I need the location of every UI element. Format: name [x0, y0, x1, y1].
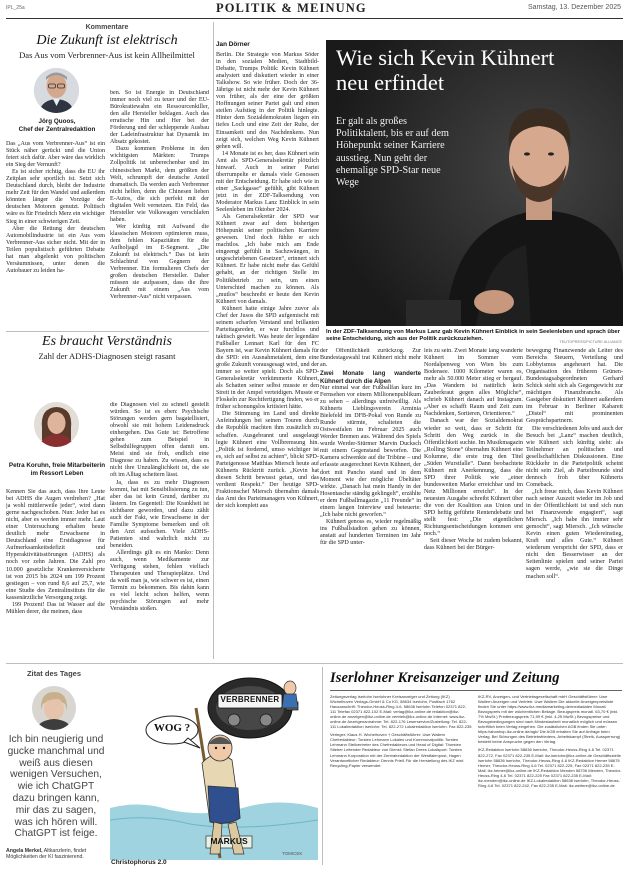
- paragraph: Das „Aus vom Verbrenner-Aus“ ist ein Stück näher gerückt und die Union feiert sich dafür. Aber wäre das wirklich ein Sieg der Vernunft?: [6, 141, 105, 169]
- impressum-col2: [478, 694, 622, 862]
- page-tag: IPL_25a: [6, 5, 25, 11]
- feature-headline: Wie sich Kevin Kühnert neu erfindet: [336, 45, 555, 95]
- masthead-title: Iserlohner Kreisanzeiger und Zeitung: [330, 670, 560, 686]
- header-rule: [6, 18, 623, 19]
- paragraph: Ja, dass es zu mehr Diagnosen kommt, hat mit Sensibilisierung zu tun, aber das ist kein Grund, darüber zu lästern. Im Gegenteil: Die Krankheit ist sichtbarer geworden, und dazu zählt auch der Fakt, wie Erwachsene in der Familie Symptome bemerken und oft den Arzt aufsuchen. Viele ADHS-Patienten sind wahrlich nicht zu beneiden.: [110, 479, 209, 549]
- quote-text: Ich bin neugierig und gucke manchmal und weiß aus diesen wenigen Versuchen, wie ich ChatGPT dazu bringen kann, mir das zu sagen, was ich hören will. ChatGPT ist feige.: [7, 734, 105, 840]
- paragraph: Die verschiedenen Jobs und auch der Besuch bei „Lanz“ machen deutlich, wie Kühnert sich künftig sieht: als Teilnehmer an politischen und gesellschaftlichen Diskussionen. Eine Rückkehr in die Parteipolitik scheint nicht sein Ziel, ab Parteifreunde sind dennoch froh über Kühnerts Comeback.: [526, 425, 623, 488]
- column-divider: [213, 22, 214, 659]
- divider: [6, 331, 209, 332]
- cartoon-shirt-label: MARKUS: [210, 836, 248, 846]
- impressum-offices: IKZ-Redaktion Iserlohn 58636 Iserlohn, Theodor-Heuss-Ring 4-6 Tel. 02371 822-272, Fax 02371 822-235 E-Mail: ikz.iserlohn@ikz-online.de Geschäftsstelle Iserlohn 58636 Iserlohn, Theodor-Heuss-Ring 4-6 IKZ-Redaktion Hemer 58675 Hemer, Theodor-Heuss-Ring 4-6 Tel. 02371 822-225, Fax 02371 822-235 E-Mail: ikz.hemer@ikz-online.de IKZ-Redaktion Menden 58706 Menden, Theodor-Heuss-Ring 4-6 Tel. 02371 822-225 Fax 02371 822-235 E-Mail: ikz.menden@ikz-online.de IKZ-Lokalredaktion 58636 Iserlohn, Theodor-Heuss-Ring 4-6 Tel. 02371 822-242, Fax 822-235 E-Mail: ikz.weitere@ikz-online.de: [478, 747, 622, 788]
- paragraph: Dazu kommen Probleme in den wichtigsten Märkten: Trumps Zollpolitik ist unberechenbar und im chinesischen Markt, dem größten der Welt, schrumpft der deutsche Anteil dramatisch. Da werden auch Verbrenner nicht helfen, denn die Chinesen lieben E-Autos, die sich perfekt mit der digitalen Welt vernetzen. Ein Feld, das Hersteller wie Volkswagen verschlafen haben.: [110, 146, 209, 223]
- quote-attribution-rest: Altkanzlerin, findet Möglichkeiten der KI faszinierend.: [6, 848, 87, 861]
- adhs-headline: Es braucht Verständnis: [42, 334, 172, 349]
- paragraph: 199 Prozent! Das ist Wasser auf die Mühlen derer, die meinen, dass: [6, 601, 105, 615]
- commentary-kicker: Kommentare: [85, 24, 129, 31]
- feature-col-a: [216, 52, 319, 580]
- feature-col-d: [526, 348, 623, 654]
- paragraph: Kühnert hatte einige Jahre zuvor als Chef der Jusos die SPD aufgemischt mit seinem scharfen Verstand und brillanten Parteitagsreden, er war furchtlos und taktisch gewieft. Was heute der legendäre Fußballer Lennart Karl für den FC Bayern ist, war Kevin Kühnert damals für die SPD: ein Ausnahmetalent, dem eine große Zukunft vorausgesagt wird, und der immer so weiter spielt. Doch als SPD-Generalsekretär verkümmerte Kühnert, als Schatten seiner selbst musste er den Streit in der Ampel verteidigen. Musste er Floskeln zur Rechtfertigung finden, wo er früher schonungslos kritisiert hätte.: [216, 305, 319, 411]
- commentary-col1: [6, 141, 105, 357]
- photo-caption: In der ZDF-Talksendung von Markus Lanz gab Kevin Kühnert Einblick in sein Seelenleben und sprach über seine Entscheidung, sich aus der Politik zurückzuziehen.: [326, 329, 620, 343]
- paragraph: ben. So ist Energie in Deutschland immer noch viel zu teuer und der EU-Bürokratiewahn ein Ressourcenkiller, den alle Hersteller beklagen. Auch das erratische Hin und Her bei der Förderung und der schleppende Ausbau der Ladeinfrastruktur hat Dynamik im Absatz gekostet.: [110, 90, 209, 146]
- paragraph: Nur einmal war der Fußballfan kurz im Fernsehen vor einem Millionenpublikum zu sehen – allerdings unfreiwillig. Als Kühnerts Lieblingsverein Arminia Bielefeld im DFB-Pokal von Runde zu Runde stürmte, schalteten die Ostwestfalen im Februar 2025 auch Werder Bremen aus. Während des Spiels wurde Werder-Stürmer Marvin Ducksch mit einem Gegenstand beworfen. Die Kamera schwenkte auf die Tribüne – und erfasste ausgerechnet Kevin Kühnert, der dort mit Pancho stand und in dem Moment wie der mögliche Übeltäter wirkte. „Danach hat mein Handy in der Hosentasche ständig geklingelt“, erzählte er dem Fußballmagazin „11 Freunde“ in einem langen Interview und beteuerte: „Ich habe nicht geworfen.“: [320, 384, 421, 518]
- quote-label: Zitat des Tages: [26, 669, 82, 678]
- paragraph: Allerdings gilt es ein Manko: Denn auch, wenn Medikamente zur Verfügung stehen, fehlen vielfach Therapeuten und Therapieplätze. Und da weiß man ja, wie schwer es ist, einen Termin zu bekommen. Bis dahin kann es viel leicht schon helfen, wenn psychische Störungen auf mehr Verständnis stoßen.: [110, 549, 209, 613]
- paragraph: bewegung Finanzwende als Leiter des Bereichs Steuern, Verteilung und Lobbyismus angeheuert hat. Die Organisation des früheren Grünen-Bundestagsabgeordneten Gerhard Schick sieht sich als Gegengewicht zur mächtigen Finanzbranche. Als Gastgeber diskutiert Kühnert außerdem im Februar in Berliner Kabarett „Distel“ mit prominenten Gesprächspartnern.: [526, 348, 623, 425]
- feature-col-b: [320, 348, 421, 654]
- feature-subhead: Zwei Monate lang wanderte Kühnert durch die Alpen: [320, 370, 421, 385]
- adhs-author: [6, 462, 108, 477]
- feature-teaser: Er galt als großes Politiktalent, bis er auf dem Höhepunkt seiner Karriere ausstieg. Nun geht der ehemalige SPD-Star neue Wege: [336, 116, 449, 189]
- impressum-staff: Verleger: Klaus H. Wichelhoven † Geschäftsführer: Uwe Wallern Chefredakteur: Torsten Lehmann Lokales und Kommunalpolitik: Torsten Lehmann Stellvertreter des Chefredakteurs und Head of Digital: Thorsten Stieber Leitender Redakteur von Dienst: Stefan Drees Lokalsport: Torsten Lehmann Korporation mit der Zentralredaktion der Westfalenpost, Hagen Verantwortlicher Redakteur: Dennis Prieß Für die Herstellung des IKZ wird Recycling-Papier verwendet.: [330, 732, 464, 768]
- quote-attribution: [6, 848, 106, 860]
- quote-avatar: [32, 686, 76, 730]
- paragraph: Es ist sicher richtig, dass die EU ihr Zeitplan sehr sportlich ist. Setzt sich Deutschland durch, bleibt der Industrie mehr Zeit für den Wandel und außerdem könnten länger die Vorzüge der deutschen Motoren genutzt. Politisch wäre es für Friedrich Merz ein wichtiger Sieg in einer schwierigen Zeit.: [6, 169, 105, 225]
- paragraph: Aber die Rettung der deutschen Automobilindustrie ist ein Aus vom Verbrenner-Aus sicher nicht. Mit der in Teilen populistisch geführten Debatte hat man abgelenkt von politischen Versäumnissen, unter denen die Autobauer zu leiden ha-: [6, 225, 105, 274]
- issue-date: Samstag, 13. Dezember 2025: [528, 4, 621, 11]
- cartoon-speech: WOG ?: [153, 722, 191, 734]
- feature-byline: Jan Dörner: [216, 41, 250, 48]
- paragraph: Als Generalsekretär der SPD war Kühnert zwar auf dem bisherigen Höhepunkt seiner politischen Karriere gewesen. Und doch fühlte er sich machtlos. „Ich habe mich am Ende eingeengt gefühlt in Sachzwängen, in ungeschriebenen Gesetzen“, erinnert sich Kühnert. Er habe nicht mehr das Gefühl gehabt, an der richtigen Stelle im Politikbetrieb zu sein, um einen Unterschied machen zu können. Als „mutlos“ beschreibt er heute den Kevin Kühnert von damals.: [216, 214, 319, 305]
- author-name: [6, 118, 108, 133]
- paragraph: Danach war der Sozialdemokrat wieder so weit, dass er Schritt für Schritt den Weg zurück in die Öffentlichkeit suchte. Im Musikmagazin „Rolling Stone“ übernahm Kühnert eine Kolumne, die erste trug den Titel „Süden Wurstfalle“. Dann beobachtete Kühnert mit Anerkennung, dass die SPD ihrer Politik wie „einer bundesweiten Marke erreichbar und im Netz Millionen erreicht“. In der neuesten Ausgabe schreibt Kühnert über die von der Koalition aus Union und SPD heftig geführte Rentendebatte und stellt fest: „Die eigentlichen Richtungsentscheidungen kommen erst noch.“: [424, 418, 523, 538]
- adhs-author-name: Petra Koruhn, freie Mitarbeiterin: [8, 462, 106, 469]
- photo-credit: TEUTOPRESS/PICTURE ALLIANCE: [559, 340, 622, 344]
- paragraph: „Ich freue mich, dass Kevin Kühnert nach seiner Auszeit wieder im Job und in der Öffentlichkeit ist und sich nun bei Finanzwende engagiert“, sagt Miersch. „Ich habe ihn immer sehr gemocht“, sagt Miersch. „Ich wünsche Kevin einen guten Wiedereinstieg, Kraft und alles Gute.“ Kühnert wiederum verspricht der SPD, dass er nicht den Besserwisser an der Seitenlinie spielen und seiner Partei sagen werde, „wie sie die Dinge machen soll“.: [526, 488, 623, 580]
- impressum-publisher: IKZ-RV, Anzeigen- und Vertriebsgesellschaft mbH Geschäftsführer: Uwe Wallern Anzeigen und Vertrieb: Uwe Wallern Die aktuelle Anzeigenpreisliste finden Sie unter https://www.ikz-mediamarketing.de/mediadaten Monatl. Bezugspreis mit der wöchentlichen Beilage. Bezugspreis monatl. 63,70 € (inkl. 7% MwSt.) Printbezugspreis 71,99 € (inkl. 4,25 MwSt.) Bezugspreise und Bezugsbedingungen sind nach Mindestaufzeit monatlich möglich und müssen schriftlich beim Verlag eingehen. Die zusätzlichen AGB finden Sie unter: https://aboshop.ikz-online.de/agb/ Die AGB erhalten Sie auf Anfrage beim Verlag. Bei Störungen des Betriebsfriedens, Arbeitskampf (Streik, Aussperrung) besteht keine Anspruche gegen den Verlag.: [478, 694, 621, 745]
- feature-photo: [326, 40, 623, 326]
- divider: [6, 663, 623, 664]
- impressum-contacts: Zeitungsverlag Iserlohn Iserlohner Kreisanzeiger und Zeitung (IKZ) Wichelhoven Verlags-GmbH & Co KG, 58634 Iserlohn, Postfach 1762 Hausanschrift: Theodor-Heuss-Ring 4-6, 58636 Iserlohn Telefon 02371 822-111 Telefax 02371 822-102 E-Mail: verlag@ikz-online.de redaktion@ikz-online.de anzeigen@ikz-online.de vertrieb@ikz-online.de Internet: www.ikz-online.de Anzeigenannahme: Tel. 822-176 Leserservice/Zustellung: Tel. 822-111 Lokalredaktion Iserlohn: Tel. 822-272 Lokalredaktion Iserlohn: Fax 822-235: [330, 694, 472, 730]
- paragraph: Kühnert genoss es, wieder regelmäßig ins Fußballstadion gehen zu können, anstatt auf hunderten Terminen im Jahr für die SPD unter-: [320, 518, 421, 546]
- paragraph: 14 Monate ist es her, dass Kühnert sein Amt als SPD-Generalsekretär plötzlich hinwarf. Auch in seiner Partei überrumpelte er damals viele Genossen mit der Entscheidung. Er habe sich wie in einer „Sackgasse“ gefühlt, gibt Kühnert jetzt in der ZDF-Talksendung von Moderator Markus Lanz Einblick in sein Seelenleben im Oktober 2024.: [216, 150, 319, 214]
- masthead-rule: [330, 690, 622, 691]
- paragraph: Seit dieser Woche ist zudem bekannt, dass Kühnert bei der Bürger-: [424, 538, 523, 552]
- adhs-col1: [6, 489, 105, 645]
- paragraph: Wer künftig mit Aufwand die klassischen Motoren optimieren muss, dem fehlen Kapazitäten für die Aufholjagd im E-Segment. „Die Zukunft ist elektrisch.“ Das ist kein Schlachtruf von Gegnern der Verbrenner. Ein formulieren Chefs der großen deutschen Hersteller. Daher müssen sie aufpassen, dass die ihre Zukunft mit einem „Aus vom Verbrenner-Aus“ nicht verpassen.: [110, 223, 209, 301]
- paragraph: Berlin. Die Strategie von Markus Söder in den sozialen Medien, Stadtbild-Debatte, Trumps Politik: Kevin Kühnert analysiert und diskutiert wieder in einer Talkshow. So wie früher. Doch der 36-Jährige ist nicht mehr der Kevin Kühnert von früher, als der eine der größten Hoffnungen seiner Partei galt und einen steilen Aufstieg in der Politik hinlegte. Hinter dem Sozialdemokraten liegen ein tiefes Loch und eine Zeit der Ruhe, der Einsamkeit und des Nachdenkens. Nun zeigt sich, welchen Weg Kevin Kühnert gehen will.: [216, 52, 319, 150]
- impressum-col1: [330, 694, 472, 862]
- paragraph: Kennen Sie das auch, dass Ihre Leute bei ADHS die Augen verdrehen? „Hat ja wohl mittlerweile jeder“, wird dann gerne nachgeschoben. Nun: Jeder hat es nicht, aber es werden immer mehr. Laut einer Untersuchung erhalten heute deutlich mehr Erwachsene in Deutschland eine Erstdiagnose für Aufmerksamkeitsdefizit und Hyperaktivitätsstörungen (ADHS) als noch vor zehn Jahren. Die Zahl pro 10.000 gesetzliche Krankenversicherte ist von 2015 bis 2024 um 199 Prozent gestiegen – von rund 8,6 auf 25,7, wie eine Studie des Zentralinstituts für die kassenärztliche Versorgung zeigt.: [6, 489, 105, 601]
- quote-attribution-name: Angela Merkel,: [6, 848, 43, 854]
- adhs-col2: [110, 402, 209, 646]
- paragraph: die Diagnosen viel zu schnell gestellt würden. So ist es eben: Psychische Störungen werden gern bagatellisiert, obwohl sie mit hohem Leidensdruck einhergehen. Das Gute ist: Betroffene gehen zum Beispiel in Selbsthilfegruppen offen damit um. Meist sind sie froh, endlich eine Diagnose zu haben. Zu wissen, dass es nicht ihre Unzulänglichkeit ist, die sie oft im Alltag scheitern lässt.: [110, 402, 209, 479]
- cartoon-signature: TOMICEK: [282, 851, 303, 856]
- paragraph: leis zu sein. Zwei Monate lang wanderte Kühnert im Sommer vom Nordalpenweg von Wien bis zum Bodensee. 1000 Kilometer waren es, mehr als 50.000 Meter stieg er bergauf. „Das Wandern ist natürlich kein Zauberkraut gegen alles Mögliche“, schrieb Kühnert danach auf Instagram. „Aber es schafft Raum und Zeit zum Nachdenken, Sortieren, Orientieren.“: [424, 348, 523, 418]
- commentary-headline: Die Zukunft ist elektrisch: [36, 33, 178, 48]
- adhs-author-role: im Ressort Leben: [30, 469, 84, 477]
- author-role-text: Chef der Zentralredaktion: [18, 125, 96, 133]
- column-divider: [322, 667, 323, 865]
- paragraph: Die Stimmung im Land und direkte Anfeindungen bei seinen Touren durch die Republik machten ihm zusätzlich zu schaffen. Ausgebrannt und ausgelaugt legte Kühnert eine Vollbremsung hin. „Politik ist fordernd, umso wichtiger ist es, sich auf selbst zu achten“, blickt SPD-Parteigenosse Matthias Miersch heute auf Kühnerts Rücktritt zurück. „Kevin hat diesen Schritt bewusst getan, und das verdient Respekt.“ Der heutige SPD-Fraktionschef Miersch übernahm damals das Amt des Parteimanagers von Kühnert, der sich komplett aus: [216, 411, 319, 509]
- adhs-subhead: Zahl der ADHS-Diagnosen steigt rasant: [38, 351, 176, 361]
- section-title: POLITIK & MEINUNG: [216, 1, 367, 15]
- author-name-text: Jörg Quoos,: [38, 118, 76, 125]
- commentary-subhead: Das Aus vom Verbrenner-Aus ist kein Allheilmittel: [19, 50, 195, 60]
- editorial-cartoon: [110, 668, 318, 860]
- paragraph: der Öffentlichkeit zurückzog. Zur Bundestagswahl trat Kühnert nicht mehr an.: [320, 348, 421, 369]
- author-avatar-koruhn: [34, 402, 79, 447]
- cartoon-credit: Christophorus 2.0: [111, 859, 167, 866]
- author-avatar-quoos: [34, 68, 79, 113]
- cartoon-ball-label: VERBRENNER: [220, 695, 280, 704]
- feature-col-c: [424, 348, 523, 654]
- commentary-col2: [110, 90, 209, 365]
